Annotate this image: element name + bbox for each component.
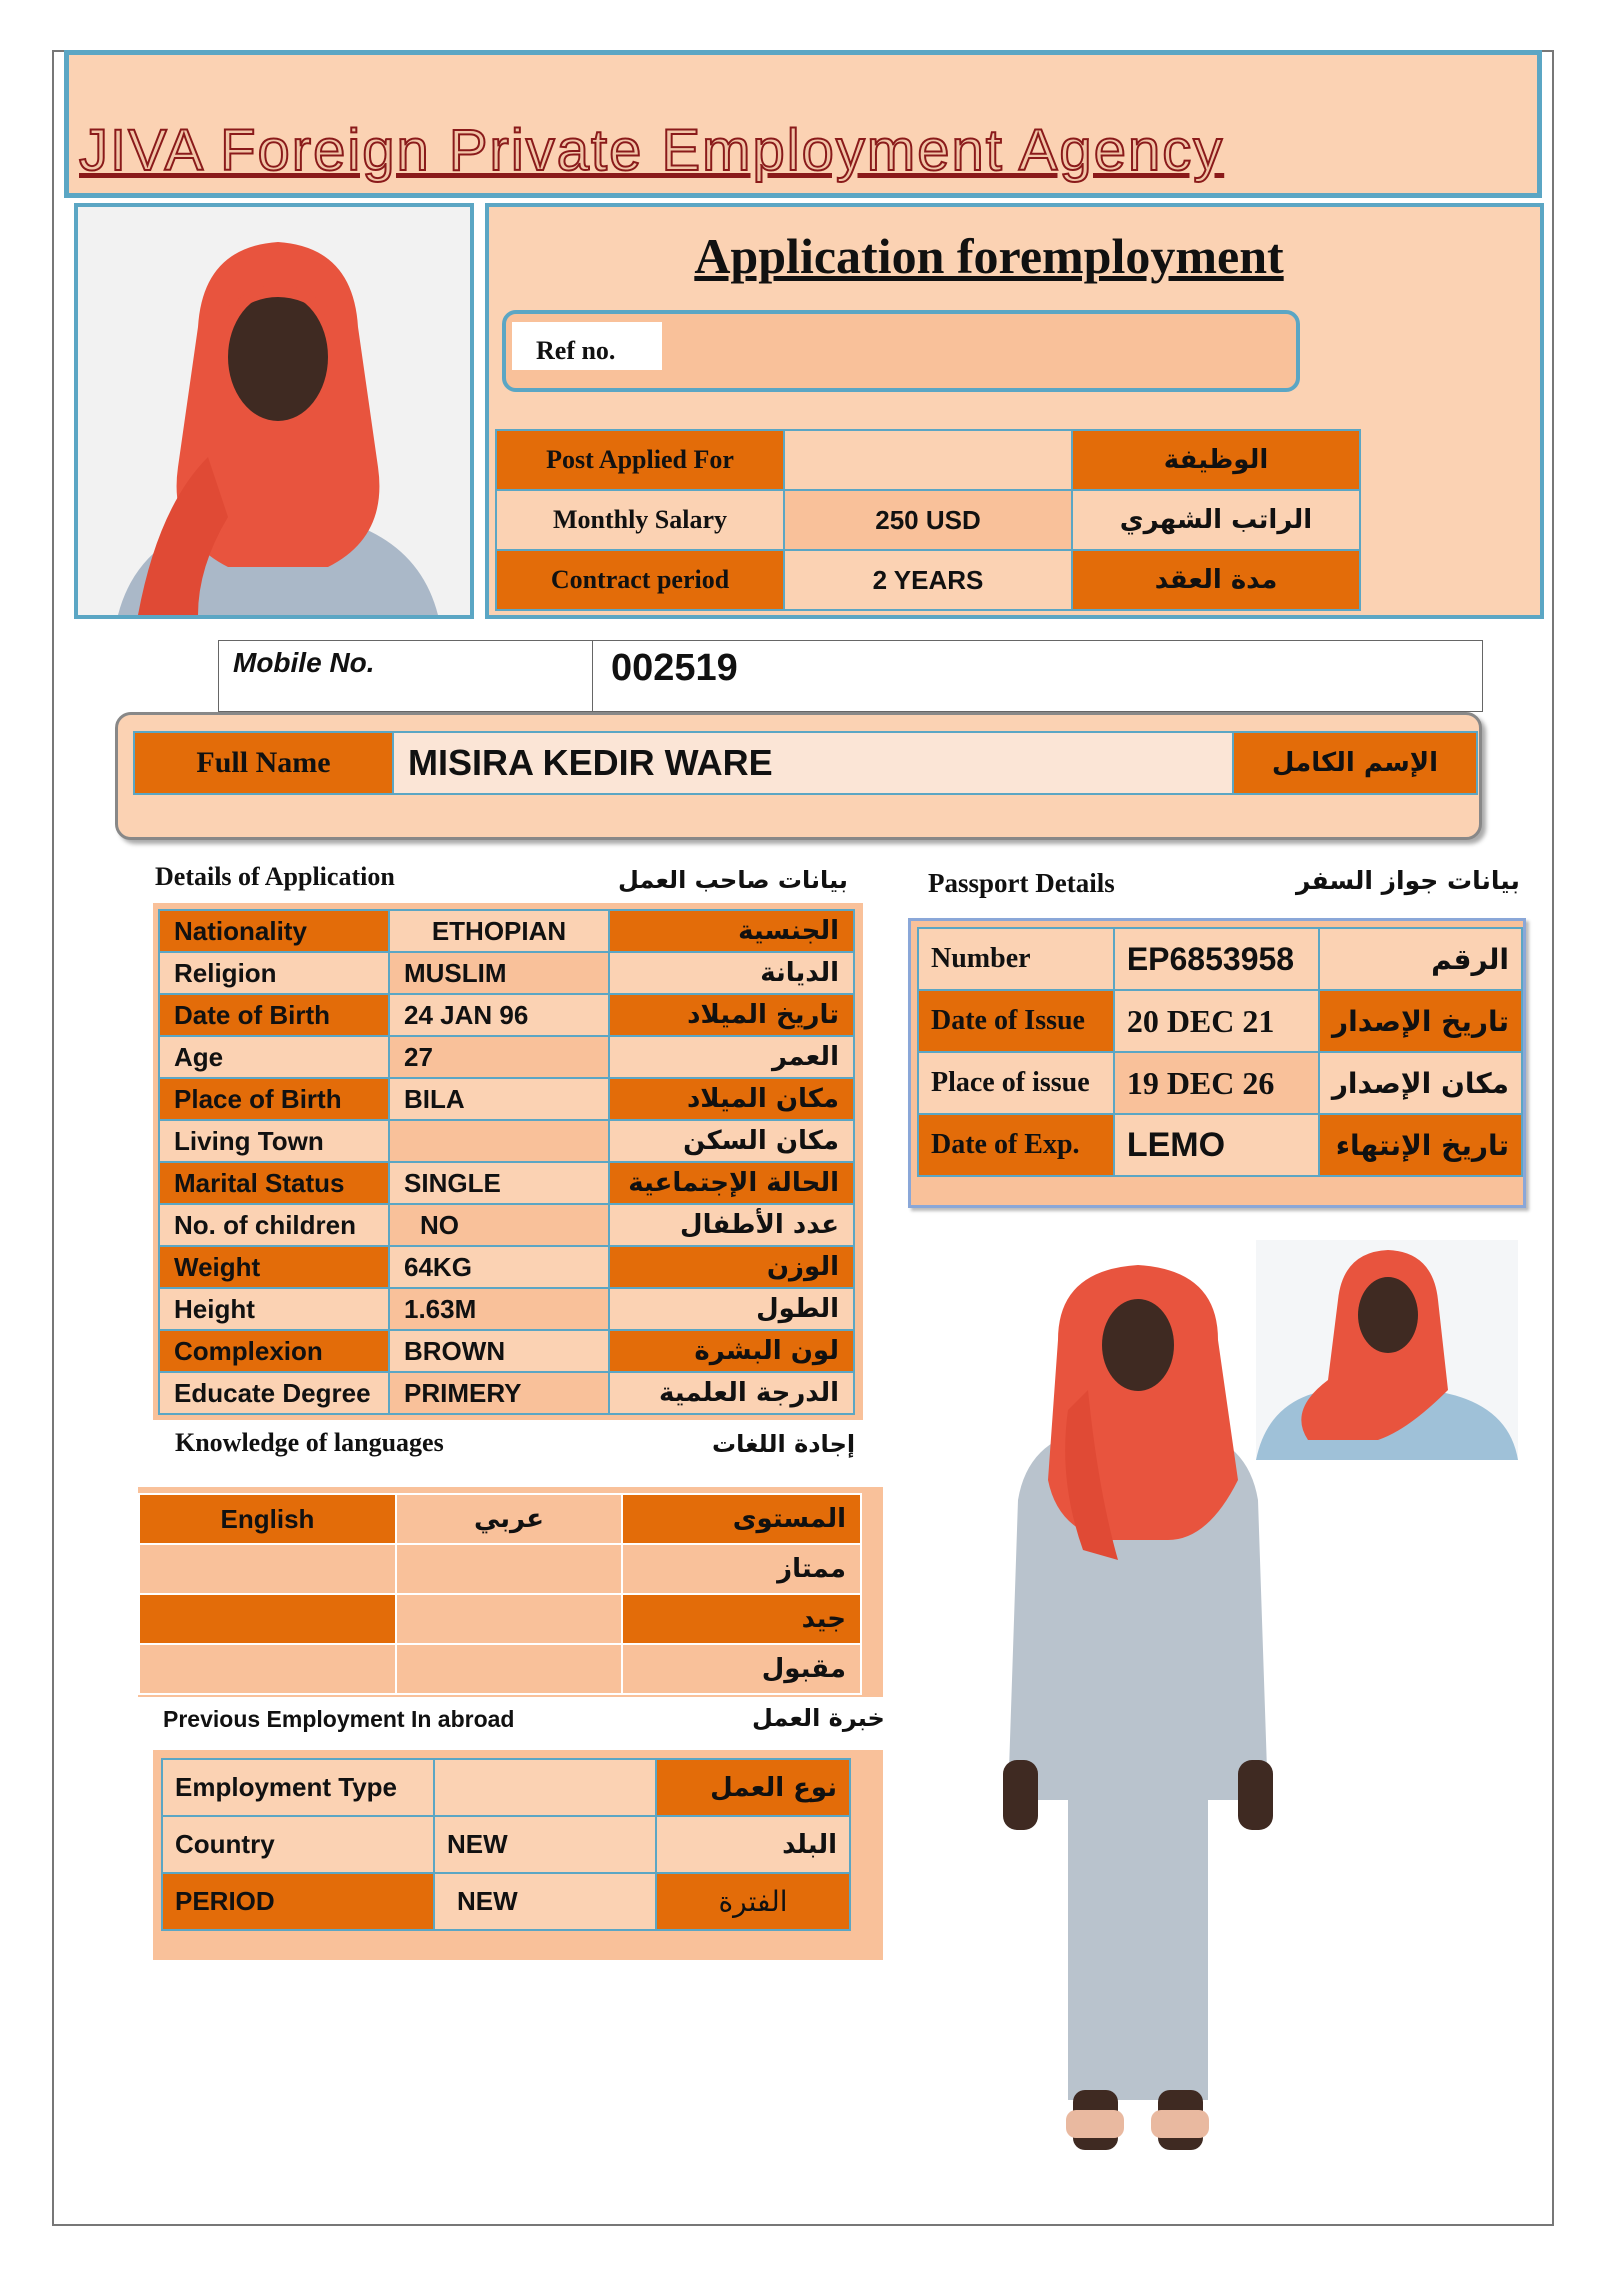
languages-box xyxy=(138,1487,883,1697)
details-value: BROWN xyxy=(389,1330,609,1372)
lang-arabic-cell xyxy=(396,1544,622,1594)
table-row xyxy=(162,1759,850,1816)
table-row xyxy=(162,1873,850,1930)
passport-value: 20 DEC 21 xyxy=(1114,990,1319,1052)
table-row xyxy=(139,1494,861,1544)
details-label-ar: الوزن xyxy=(609,1246,854,1288)
details-value: PRIMERY xyxy=(389,1372,609,1414)
table-row xyxy=(159,1078,854,1120)
lang-arabic-cell xyxy=(396,1594,622,1644)
passport-title-ar: بيانات جواز السفر xyxy=(1296,866,1520,895)
passport-label-ar: تاريخ الإنتهاء xyxy=(1319,1114,1522,1176)
passport-box xyxy=(908,918,1526,1208)
table-row xyxy=(139,1544,861,1594)
full-name-label: Full Name xyxy=(134,732,393,794)
table-row xyxy=(162,1816,850,1873)
mobile-label: Mobile No. xyxy=(233,647,375,678)
full-body-photo xyxy=(908,1240,1518,2190)
lang-english-cell xyxy=(139,1644,396,1694)
table-row xyxy=(159,910,854,952)
details-title: Details of Application xyxy=(155,862,395,891)
prev-value: NEW xyxy=(434,1873,656,1930)
details-label-ar: الديانة xyxy=(609,952,854,994)
details-value: 64KG xyxy=(389,1246,609,1288)
table-row xyxy=(159,994,854,1036)
details-label: Height xyxy=(159,1288,389,1330)
lang-english-cell xyxy=(139,1544,396,1594)
passport-label: Date of Issue xyxy=(918,990,1114,1052)
details-label-ar: الجنسية xyxy=(609,910,854,952)
table-row xyxy=(159,1036,854,1078)
lang-level: ممتاز xyxy=(622,1544,861,1594)
passport-value: EP6853958 xyxy=(1114,928,1319,990)
passport-value: LEMO xyxy=(1114,1114,1319,1176)
prev-label-ar: الفترة xyxy=(656,1873,850,1930)
table-row xyxy=(918,1052,1522,1114)
passport-label: Place of issue xyxy=(918,1052,1114,1114)
previous-title-ar: خبرة العمل xyxy=(752,1704,885,1732)
lang-header-english: English xyxy=(139,1494,396,1544)
details-label-ar: مكان الميلاد xyxy=(609,1078,854,1120)
table-row xyxy=(159,1204,854,1246)
details-value: 24 JAN 96 xyxy=(389,994,609,1036)
salary-label: Monthly Salary xyxy=(496,490,784,550)
prev-value xyxy=(434,1759,656,1816)
details-value: SINGLE xyxy=(389,1162,609,1204)
post-table xyxy=(495,429,1361,611)
details-label: No. of children xyxy=(159,1204,389,1246)
prev-label-ar: نوع العمل xyxy=(656,1759,850,1816)
details-box xyxy=(153,903,863,1420)
details-title-ar: بيانات صاحب العمل xyxy=(618,866,848,894)
full-name-table xyxy=(133,731,1478,795)
passport-value: 19 DEC 26 xyxy=(1114,1052,1319,1114)
application-box xyxy=(485,203,1544,619)
prev-label: PERIOD xyxy=(162,1873,434,1930)
details-label: Religion xyxy=(159,952,389,994)
details-label: Weight xyxy=(159,1246,389,1288)
ref-box xyxy=(502,310,1300,392)
previous-title: Previous Employment In abroad xyxy=(163,1706,515,1732)
contract-label: Contract period xyxy=(496,550,784,610)
details-label: Educate Degree xyxy=(159,1372,389,1414)
table-row xyxy=(159,1330,854,1372)
details-label-ar: مكان السكن xyxy=(609,1120,854,1162)
table-row xyxy=(918,1114,1522,1176)
salary-label-ar: الراتب الشهري xyxy=(1072,490,1360,550)
table-row xyxy=(139,1594,861,1644)
details-label-ar: العمر xyxy=(609,1036,854,1078)
post-value xyxy=(784,430,1072,490)
divider xyxy=(592,641,593,713)
passport-label: Date of Exp. xyxy=(918,1114,1114,1176)
full-body-image xyxy=(908,1240,1518,2190)
table-row xyxy=(496,430,1360,490)
contract-label-ar: مدة العقد xyxy=(1072,550,1360,610)
details-table xyxy=(158,909,855,1415)
details-label: Nationality xyxy=(159,910,389,952)
table-row xyxy=(159,1120,854,1162)
details-label-ar: الطول xyxy=(609,1288,854,1330)
languages-title-ar: إجادة اللغات xyxy=(712,1430,856,1458)
details-value: ETHOPIAN xyxy=(389,910,609,952)
agency-banner xyxy=(64,50,1542,198)
languages-table xyxy=(138,1493,862,1695)
details-label: Date of Birth xyxy=(159,994,389,1036)
table-row xyxy=(139,1644,861,1694)
prev-label: Employment Type xyxy=(162,1759,434,1816)
passport-label-ar: الرقم xyxy=(1319,928,1522,990)
passport-label-ar: تاريخ الإصدار xyxy=(1319,990,1522,1052)
table-row xyxy=(918,990,1522,1052)
details-label-ar: تاريخ الميلاد xyxy=(609,994,854,1036)
details-label: Age xyxy=(159,1036,389,1078)
contract-value: 2 YEARS xyxy=(784,550,1072,610)
mobile-value: 002519 xyxy=(611,647,738,689)
table-row xyxy=(159,1246,854,1288)
table-row xyxy=(159,1162,854,1204)
details-label-ar: عدد الأطفال xyxy=(609,1204,854,1246)
portrait-photo xyxy=(74,203,474,619)
languages-title: Knowledge of languages xyxy=(175,1428,444,1457)
application-title: Application foremployment xyxy=(694,228,1284,284)
details-label: Place of Birth xyxy=(159,1078,389,1120)
post-label: Post Applied For xyxy=(496,430,784,490)
portrait-image xyxy=(78,207,470,615)
details-label: Living Town xyxy=(159,1120,389,1162)
details-value xyxy=(389,1120,609,1162)
details-label: Complexion xyxy=(159,1330,389,1372)
lang-english-cell xyxy=(139,1594,396,1644)
table-row xyxy=(159,1372,854,1414)
details-label-ar: الدرجة العلمية xyxy=(609,1372,854,1414)
prev-label: Country xyxy=(162,1816,434,1873)
table-row xyxy=(159,952,854,994)
lang-arabic-cell xyxy=(396,1644,622,1694)
passport-label-ar: مكان الإصدار xyxy=(1319,1052,1522,1114)
post-label-ar: الوظيفة xyxy=(1072,430,1360,490)
table-row xyxy=(134,732,1477,794)
lang-level: جيد xyxy=(622,1594,861,1644)
table-row xyxy=(918,928,1522,990)
previous-box xyxy=(153,1750,883,1960)
prev-label-ar: البلد xyxy=(656,1816,850,1873)
passport-label: Number xyxy=(918,928,1114,990)
details-label-ar: لون البشرة xyxy=(609,1330,854,1372)
lang-level: مقبول xyxy=(622,1644,861,1694)
table-row xyxy=(496,550,1360,610)
table-row xyxy=(496,490,1360,550)
passport-table xyxy=(917,927,1523,1177)
table-row xyxy=(159,1288,854,1330)
details-value: 1.63M xyxy=(389,1288,609,1330)
details-value: 27 xyxy=(389,1036,609,1078)
details-value: BILA xyxy=(389,1078,609,1120)
full-name-value: MISIRA KEDIR WARE xyxy=(393,732,1233,794)
ref-label: Ref no. xyxy=(512,322,662,370)
full-name-label-ar: الإسم الكامل xyxy=(1233,732,1477,794)
agency-name: JIVA Foreign Private Employment Agency xyxy=(79,118,1225,183)
mobile-row xyxy=(218,640,1483,712)
details-value: NO xyxy=(389,1204,609,1246)
lang-header-level: المستوى xyxy=(622,1494,861,1544)
details-label: Marital Status xyxy=(159,1162,389,1204)
lang-header-arabic: عربي xyxy=(396,1494,622,1544)
details-value: MUSLIM xyxy=(389,952,609,994)
salary-value: 250 USD xyxy=(784,490,1072,550)
full-name-box xyxy=(115,712,1482,840)
details-label-ar: الحالة الإجتماعية xyxy=(609,1162,854,1204)
passport-title: Passport Details xyxy=(928,868,1115,898)
previous-table xyxy=(161,1758,851,1931)
prev-value: NEW xyxy=(434,1816,656,1873)
